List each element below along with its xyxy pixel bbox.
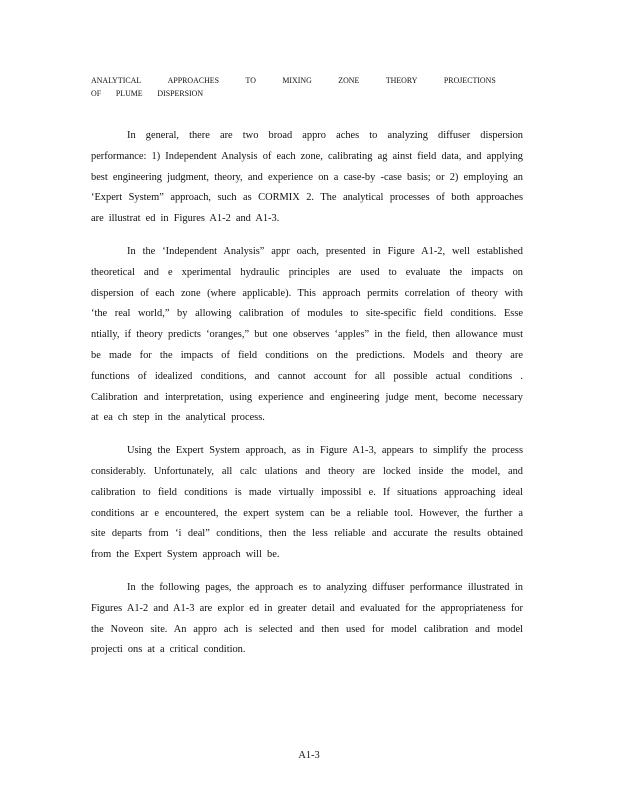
heading-word: OF bbox=[91, 88, 102, 98]
heading-word: MIXING bbox=[282, 75, 312, 85]
heading-line-1 bbox=[91, 74, 496, 87]
heading-word: TO bbox=[245, 75, 256, 85]
heading-word: THEORY bbox=[385, 75, 418, 85]
heading-word: ANALYTICAL bbox=[91, 75, 142, 85]
paragraph-1: In general, there are two broad appro aches to analyzing diffuser dispersion performance: 1) Independent Analysis of each zone, calibrating ag ainst field data, and applying best engineering judgment, theory, and experience on a case-by -case basis; or 2) employing an ‘Expert System” approach, such as CORMIX 2. The analytical processes of both approaches are illustrat ed in Figures A1-2 and A1-3. bbox=[91, 130, 523, 225]
heading-word: ZONE bbox=[338, 75, 360, 85]
heading-line-2 bbox=[91, 87, 496, 100]
body-text bbox=[91, 126, 523, 673]
paragraph-4: In the following pages, the approach es to analyzing diffuser performance illustrated in Figures A1-2 and A1-3 are explor ed in greater detail and evaluated for the appropriateness for the Noveon site. An appro ach is selected and then used for model calibration and model projecti ons at a critical condition. bbox=[91, 581, 523, 656]
section-heading bbox=[91, 74, 496, 100]
paragraph-2: In the ‘Independent Analysis” appr oach, presented in Figure A1-2, well established theoretical and e xperimental hydraulic principles are used to evaluate the impacts on dispersion of each zone (where applicable). This approach permits correlation of theory with ‘the real world,” by allowing calibration of modules to site-specific field conditions. Esse ntially, if theory predicts ‘oranges,” but one observes ‘apples” in the field, then allowance must be made for the impacts of field conditions on the predictions. Models and theory are functions of idealized conditions, and cannot account for all possible actual conditions . Calibration and interpretation, using experience and engineering judge ment, become necessary at ea ch step in the analytical process. bbox=[91, 245, 523, 424]
page-number: A1-3 bbox=[298, 750, 320, 761]
paragraph-3: Using the Expert System approach, as in Figure A1-3, appears to simplify the process considerably. Unfortunately, all calc ulations and theory are locked inside the model, and calibration to field conditions is made virtually impossibl e. If situations approaching ideal conditions ar e encountered, the expert system can be a reliable tool. However, the further a site departs from ‘i deal” conditions, then the less reliable and accurate the results obtained from the Expert System approach will be. bbox=[91, 445, 523, 561]
heading-word: PROJECTIONS bbox=[443, 75, 496, 85]
heading-word: APPROACHES bbox=[167, 75, 220, 85]
heading-word: DISPERSION bbox=[157, 88, 204, 98]
heading-word: PLUME bbox=[115, 88, 143, 98]
